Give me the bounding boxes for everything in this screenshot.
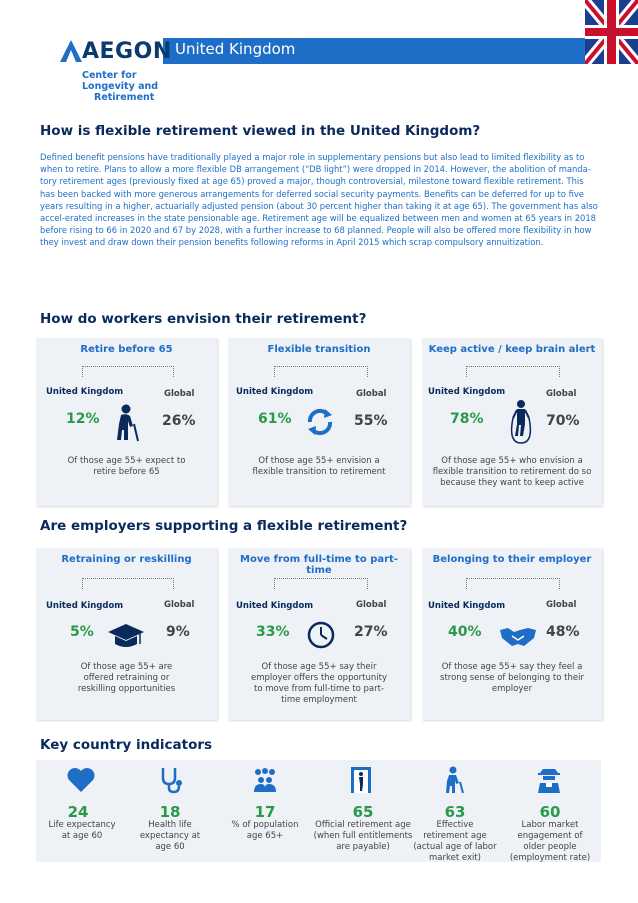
handshake-icon [498, 624, 538, 648]
uk-value: 33% [256, 624, 290, 640]
indicator-label: % of population age 65+ [231, 820, 299, 841]
indicator-value: 63 [444, 803, 466, 821]
logo-text: AEGON [82, 39, 172, 64]
indicator-label: Labor market engagement of older people (employment rate) [509, 820, 591, 863]
country-title: United Kingdom [175, 40, 296, 58]
card-retire-before-65 [36, 338, 217, 506]
elderly-icon [440, 766, 470, 794]
global-label: Global [546, 389, 577, 399]
global-value: 48% [546, 624, 580, 640]
global-value: 70% [546, 413, 580, 429]
card-title: Flexible transition [267, 344, 371, 355]
intro-heading: How is flexible retirement viewed in the United Kingdom? [40, 123, 481, 139]
uk-label: United Kingdom [46, 601, 124, 611]
divider [82, 578, 174, 589]
indicator-label: Effective retirement age (actual age of labor market exit) [413, 820, 497, 863]
people-group-icon [250, 766, 280, 794]
card-title: Retire before 65 [80, 344, 173, 355]
card-title: Move from full-time to part-time [240, 554, 398, 576]
global-label: Global [164, 600, 195, 610]
divider [466, 366, 560, 377]
uk-value: 5% [70, 624, 94, 640]
card-keep-active [422, 338, 602, 506]
indicator-value: 17 [254, 803, 276, 821]
employers-heading: Are employers supporting a flexible retirement? [40, 518, 408, 534]
indicators-heading: Key country indicators [40, 737, 213, 753]
card-title: Retraining or reskilling [61, 554, 192, 565]
card-description: Of those age 55+ say their employer offers the opportunity to move from full-time to part-time employment [250, 662, 387, 705]
worker-icon [534, 766, 564, 794]
indicator-label: Life expectancy at age 60 [48, 820, 116, 841]
card-retraining [36, 548, 217, 720]
indicator-value: 18 [159, 803, 181, 821]
uk-label: United Kingdom [428, 387, 506, 397]
global-label: Global [164, 389, 195, 399]
global-value: 26% [162, 413, 196, 429]
global-value: 27% [354, 624, 388, 640]
elderly-icon [112, 404, 142, 442]
uk-label: United Kingdom [236, 387, 314, 397]
uk-label: United Kingdom [428, 601, 506, 611]
center-line-2: Longevity and [82, 81, 159, 92]
uk-label: United Kingdom [46, 387, 124, 397]
aegon-logo-icon [58, 38, 84, 64]
global-value: 9% [166, 624, 190, 640]
uk-flag-icon [585, 0, 638, 64]
card-description: Of those age 55+ envision a flexible transition to retirement [252, 456, 386, 477]
card-flexible-transition [228, 338, 410, 506]
center-line-3: Retirement [94, 92, 155, 103]
indicator-value: 24 [67, 803, 89, 821]
global-label: Global [356, 600, 387, 610]
card-title: Keep active / keep brain alert [428, 344, 596, 355]
card-description: Of those age 55+ say they feel a strong sense of belonging to their employer [440, 662, 584, 694]
card-description: Of those age 55+ who envision a flexible transition to retirement do so because they want to keep active [432, 456, 592, 488]
center-line-1: Center for [82, 70, 137, 81]
card-part-time [228, 548, 410, 720]
card-description: Of those age 55+ expect to retire before 65 [67, 456, 186, 477]
indicator-value: 65 [352, 803, 374, 821]
global-label: Global [356, 389, 387, 399]
indicator-label: Official retirement age (when full entitlements are payable) [313, 820, 413, 852]
card-belonging [422, 548, 602, 720]
divider [466, 578, 560, 589]
intro-body: Defined benefit pensions have traditionally played a major role in supplementary pensions but also lead to limited flexibility as to when to retire. Plans to allow a more flexible DB arrangement (“DB light”) were dropped in 2014. However, the abolition of manda-tory retirement ages (previously fixed at age 65) proved a major, though controversial, milestone toward flexible retirement. This has been backed with more generous arrangements for deferred social security payments. Benefits can be deferred for up to five years resulting in a higher, actuarially adjusted pension (about 30 percent higher than taking it at age 65). The government has also accel-erated increases in the state pensionable age. Retirement age will be equalized between men and women at 65 years in 2018 before rising to 66 in 2020 and 67 by 2028, with a further increase to 68 planned. People will also be offered more flexibility in how they invest and draw down their pension benefits following reforms in April 2015 which scrap compulsory annuitization. [40, 152, 598, 248]
stethoscope-icon [157, 766, 187, 794]
indicator-label: Health life expectancy at age 60 [139, 820, 201, 852]
cycle-arrows-icon [304, 406, 336, 438]
clock-icon [306, 620, 336, 650]
global-label: Global [546, 600, 577, 610]
exit-door-icon [346, 766, 376, 794]
uk-value: 12% [66, 411, 100, 427]
card-title: Belonging to their employer [432, 554, 592, 565]
divider [274, 578, 368, 589]
indicator-value: 60 [539, 803, 561, 821]
card-description: Of those age 55+ are offered retraining or reskilling opportunities [77, 662, 176, 694]
graduation-cap-icon [106, 622, 146, 650]
workers-heading: How do workers envision their retirement? [40, 311, 367, 327]
heart-icon [66, 766, 96, 794]
global-value: 55% [354, 413, 388, 429]
uk-value: 78% [450, 411, 484, 427]
uk-value: 61% [258, 411, 292, 427]
divider [274, 366, 368, 377]
divider [82, 366, 174, 377]
uk-label: United Kingdom [236, 601, 314, 611]
jump-rope-icon [508, 398, 534, 444]
uk-value: 40% [448, 624, 482, 640]
